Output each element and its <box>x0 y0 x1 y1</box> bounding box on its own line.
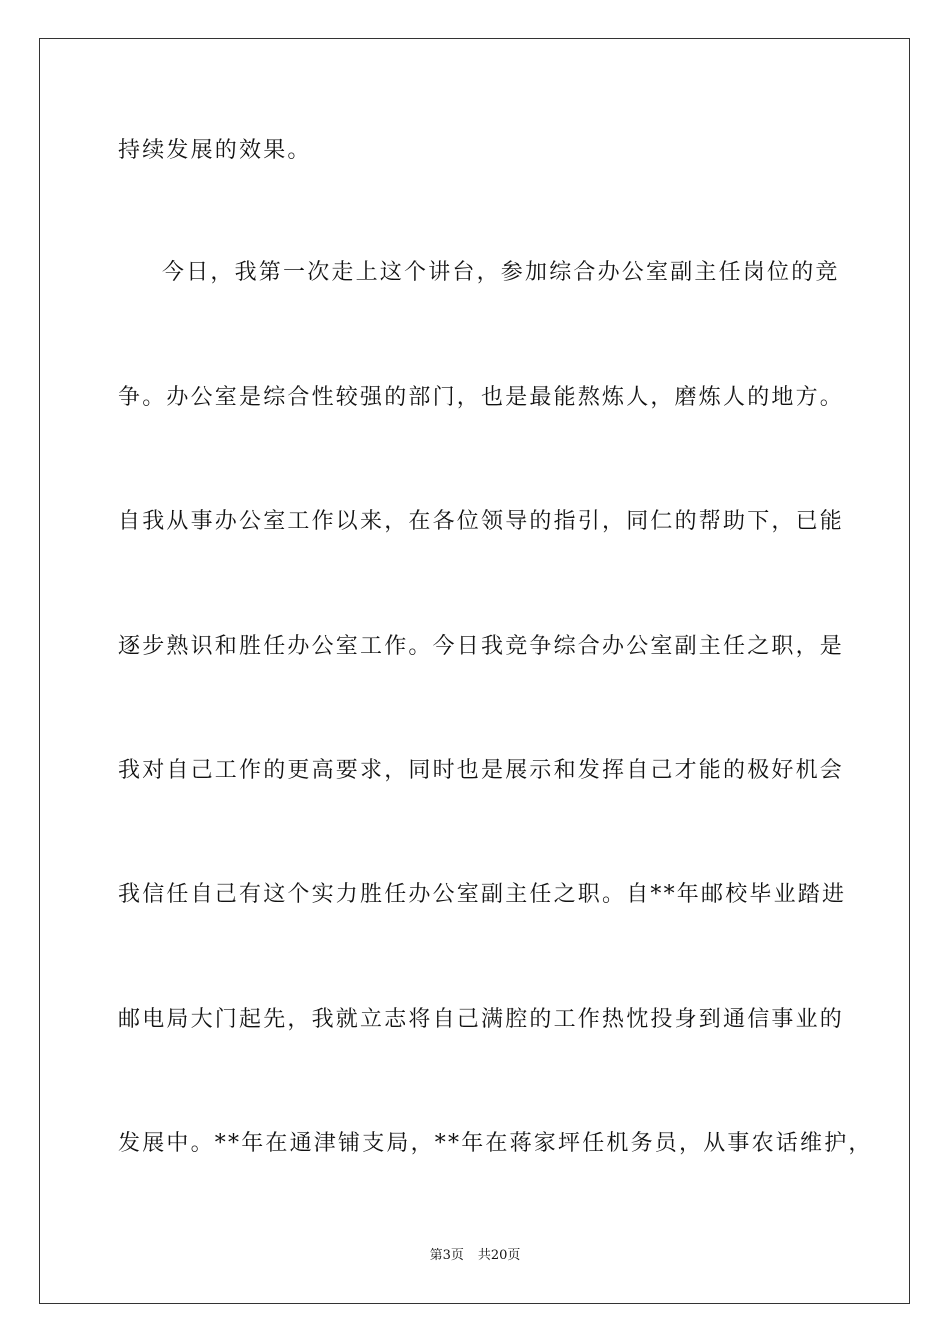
body-line-3: 争。办公室是综合性较强的部门，也是最能熬炼人，磨炼人的地方。 <box>118 385 845 410</box>
page-total: 共20页 <box>477 1248 521 1263</box>
body-line-6: 我对自己工作的更高要求，同时也是展示和发挥自己才能的极好机会 <box>118 758 845 783</box>
page-number: 第3页 <box>429 1248 464 1263</box>
body-line-9: 发展中。**年在通津铺支局，**年在蒋家坪任机务员，从事农话维护， <box>118 1131 873 1156</box>
body-line-8: 邮电局大门起先，我就立志将自己满腔的工作热忱投身到通信事业的 <box>118 1007 845 1032</box>
body-line-2: 今日，我第一次走上这个讲台，参加综合办公室副主任岗位的竞 <box>162 260 840 285</box>
body-line-1: 持续发展的效果。 <box>118 138 312 163</box>
body-line-5: 逐步熟识和胜任办公室工作。今日我竞争综合办公室副主任之职，是 <box>118 634 845 659</box>
body-line-4: 自我从事办公室工作以来，在各位领导的指引，同仁的帮助下，已能 <box>118 509 845 534</box>
page-border <box>39 38 910 1304</box>
page-footer <box>0 1247 950 1265</box>
body-line-7: 我信任自己有这个实力胜任办公室副主任之职。自**年邮校毕业踏进 <box>118 882 847 907</box>
